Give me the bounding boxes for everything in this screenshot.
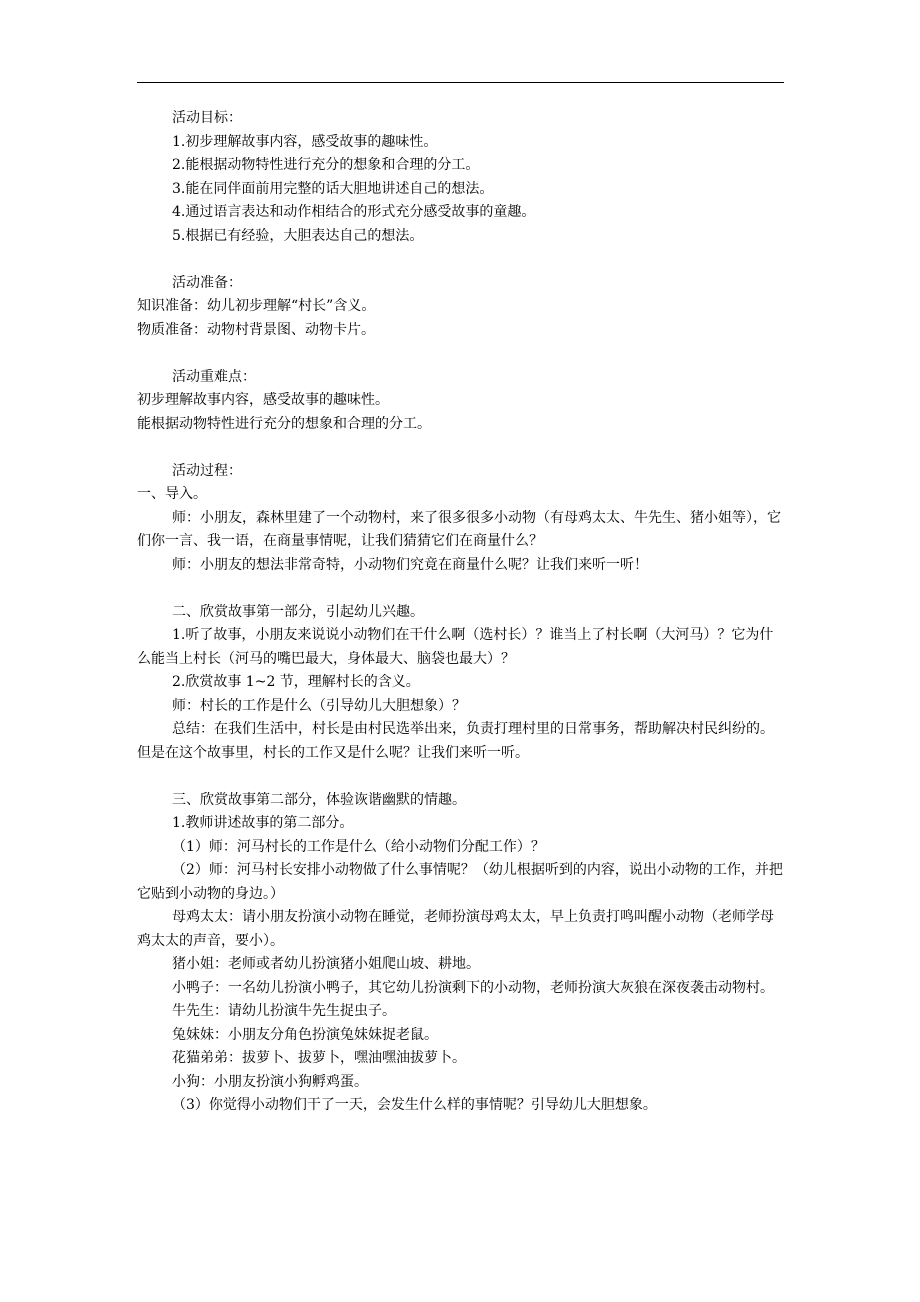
paragraph: 知识准备：幼儿初步理解“村长”含义。 (137, 298, 376, 314)
list-item: 1.初步理解故事内容，感受故事的趣味性。 (172, 133, 438, 150)
paragraph: 小鸭子：一名幼儿扮演小鸭子，其它幼儿扮演剩下的小动物，老师扮演大灰狼在深夜袭击动物村。 (172, 979, 774, 996)
paragraph: 一、导入。 (137, 486, 207, 502)
section-heading: 三、欣赏故事第二部分，体验诙谐幽默的情趣。 (172, 791, 466, 808)
document-body (137, 107, 784, 1118)
paragraph: 师：小朋友的想法非常奇特，小动物们究竟在商量什么呢？让我们来听一听！ (172, 556, 648, 573)
section-heading: 活动目标： (172, 110, 242, 126)
paragraph: 花猫弟弟：拔萝卜、拔萝卜，嘿油嘿油拔萝卜。 (172, 1050, 466, 1066)
section-heading: 活动过程： (172, 462, 242, 479)
spacer (137, 342, 784, 366)
paragraph: 小狗：小朋友扮演小狗孵鸡蛋。 (172, 1073, 368, 1090)
paragraph: 兔妹妹：小朋友分角色扮演兔妹妹捉老鼠。 (172, 1026, 438, 1043)
paragraph: 物质准备：动物村背景图、动物卡片。 (137, 321, 375, 338)
paragraph: 猪小姐：老师或者幼儿扮演猪小姐爬山坡、耕地。 (172, 956, 480, 972)
paragraph: （2）师：河马村长安排小动物做了什么事情呢？（幼儿根据听到的内容，说出小动物的工作，并把它贴到小动物的身边。） (137, 862, 783, 902)
paragraph: 初步理解故事内容，感受故事的趣味性。 (137, 392, 389, 408)
list-item: 5.根据已有经验，大胆表达自己的想法。 (172, 227, 424, 244)
paragraph: （1）师：河马村长的工作是什么（给小动物们分配工作）？ (172, 838, 545, 855)
spacer (137, 765, 784, 789)
paragraph: 能根据动物特性进行充分的想象和合理的分工。 (137, 415, 431, 432)
paragraph: 1.教师讲述故事的第二部分。 (172, 815, 354, 831)
list-item: 4.通过语言表达和动作相结合的形式充分感受故事的童趣。 (172, 204, 536, 220)
spacer (137, 248, 784, 272)
section-heading: 二、欣赏故事第一部分，引起幼儿兴趣。 (172, 603, 424, 620)
paragraph: 牛先生：请幼儿扮演牛先生捉虫子。 (172, 1003, 396, 1019)
spacer (137, 436, 784, 460)
list-item: 2.能根据动物特性进行充分的想象和合理的分工。 (172, 157, 480, 173)
paragraph: 1.听了故事，小朋友来说说小动物们在干什么啊（选村长）？谁当上了村长啊（大河马）？它为什么能当上村长（河马的嘴巴最大，身体最大、脑袋也最大）？ (137, 627, 774, 667)
section-heading: 活动重难点： (172, 368, 256, 385)
section-heading: 活动准备： (172, 274, 242, 291)
paragraph: 母鸡太太：请小朋友扮演小动物在睡觉，老师扮演母鸡太太，早上负责打鸣叫醒小动物（老师学母鸡太太的声音，要小）。 (137, 909, 774, 949)
paragraph: 总结：在我们生活中，村长是由村民选举出来，负责打理村里的日常事务，帮助解决村民纠纷的。但是在这个故事里，村长的工作又是什么呢？让我们来听一听。 (137, 721, 774, 761)
spacer (137, 577, 784, 601)
paragraph: （3）你觉得小动物们干了一天，会发生什么样的事情呢？引导幼儿大胆想象。 (172, 1097, 657, 1113)
list-item: 3.能在同伴面前用完整的话大胆地讲述自己的想法。 (172, 180, 494, 197)
header-rule (137, 82, 784, 83)
paragraph: 师：小朋友，森林里建了一个动物村，来了很多很多小动物（有母鸡太太、牛先生、猪小姐等），它们你一言、我一语，在商量事情呢，让我们猜猜它们在商量什么？ (137, 509, 781, 549)
paragraph: 师：村长的工作是什么（引导幼儿大胆想象）？ (172, 697, 466, 714)
paragraph: 2.欣赏故事 1~2 节，理解村长的含义。 (172, 674, 420, 690)
